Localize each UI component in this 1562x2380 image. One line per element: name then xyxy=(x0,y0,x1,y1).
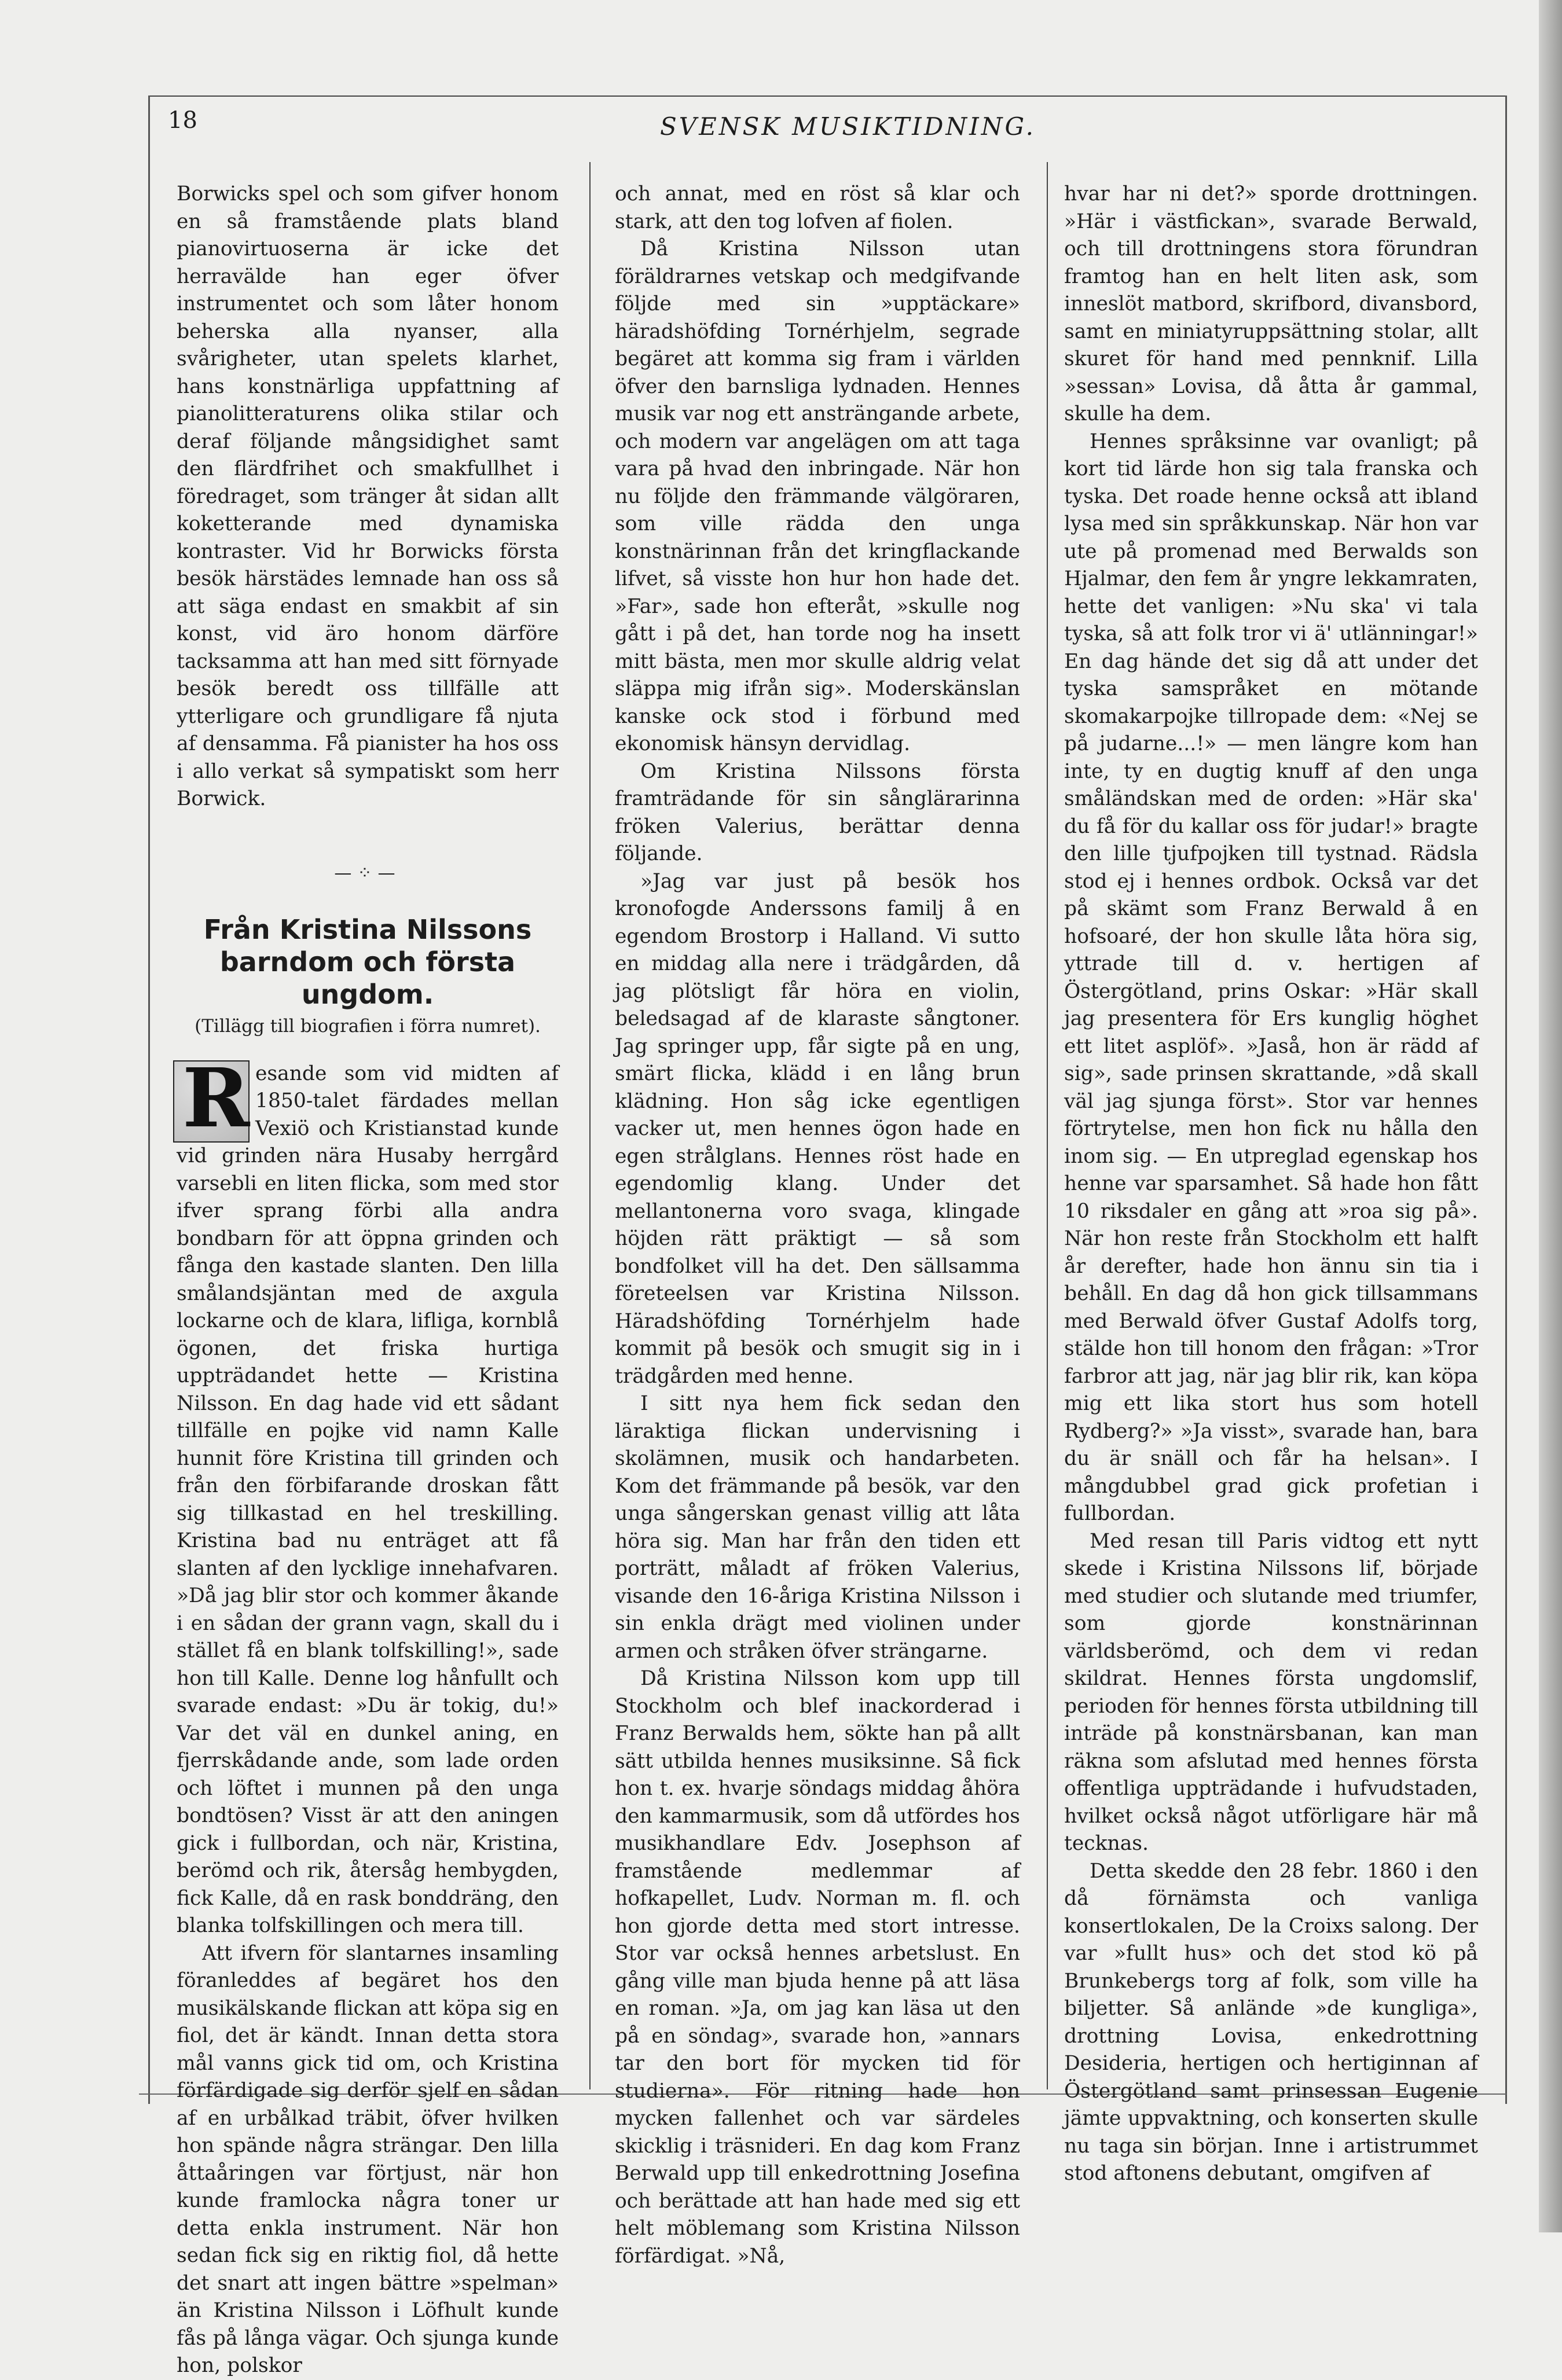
paragraph: Detta skedde den 28 febr. 1860 i den då förnämsta och vanliga konsertlokalen, De la Croixs salong. Der var »fullt hus» och det stod kö på Brunkebergs torg af folk, som ville ha biljetter. Så anlände »de kungliga», drottning Lovisa, enkedrottning Desideria, hertigen och hertiginnan af Östergötland samt prinsessan Eugenie jämte uppvaktning, och konserten skulle nu taga sin början. Inne i artistrummet stod aftonens debutant, omgifven af xyxy=(1064,1859,1478,2185)
right-border xyxy=(1505,96,1507,2104)
left-border xyxy=(148,96,150,2104)
paragraph: och annat, med en röst så klar och stark, att den tog lofven af fiolen. xyxy=(615,182,1020,233)
column-1 xyxy=(177,181,559,2380)
column-2 xyxy=(615,181,1020,2270)
article-heading: Från Kristina Nilssons barndom och första ungdom. xyxy=(203,914,532,1010)
running-title: SVENSK MUSIKTIDNING. xyxy=(660,112,1036,141)
column-divider xyxy=(1047,162,1048,2089)
paragraph: »Jag var just på besök hos kronofogde Anderssons familj å en egendom Brostorp i Halland. Vi sutto en middag alla nere i trädgården, då jag plötsligt får höra en violin, beledsagad af de klaraste sångtoner. Jag springer upp, får sigte på en ung, smärt flicka, klädd i en lång brun klädning. Hon såg icke egentligen vacker ut, men hennes ögon hade en egen strålglans. Hennes röst hade en egendomlig klang. Under det mellantonerna voro svaga, klingade höjden rätt präktigt — så som bondfolket vill ha det. Den sällsamma företeelsen var Kristina Nilsson. Häradshöfding Tornérhjelm hade kommit på besök och smugit sig in i trädgården med henne. xyxy=(615,869,1020,1388)
page-number: 18 xyxy=(168,107,197,134)
paragraph: Att ifvern för slantarnes insamling föranleddes af begäret hos den musikälskande flickan att köpa sig en fiol, det är kändt. Innan detta stora mål vanns gick tid om, och Kristina förfärdigade sig derför sjelf en sådan af en urbålkad träbit, öfver hvilken hon spände några strängar. Den lilla åttaåringen var förtjust, när hon kunde framlocka några toner ur detta enkla instrument. När hon sedan fick sig en riktig fiol, då hette det snart att ingen bättre »spelman» än Kristina Nilsson i Löfhult kunde fås på långa vägar. Och sjunga kunde hon, polskor xyxy=(177,1941,559,2377)
paragraph-text: esande som vid midten af 1850-talet färdades mellan Vexiö och Kristianstad kunde vid grinden nära Husaby herrgård varsebli en liten flicka, som med stor ifver sprang förbi alla andra bondbarn för att öppna grinden och fånga den kastade slanten. Den lilla smålandsjäntan med de axgula lockarne och de klara, lifliga, kornblå ögonen, det friska hurtiga uppträdandet hette — Kristina Nilsson. En dag hade vid ett sådant tillfälle en pojke vid namn Kalle hunnit före Kristina till grinden och från den förbifarande droskan fått sig tillkastad en hel treskilling. Kristina bad nu enträget att få slanten af den lycklige innehafvaren. »Då jag blir stor och kommer åkande i en sådan der grann vagn, skall du i stället få en blank tolfskilling!», sade hon till Kalle. Denne log hånfullt och svarade endast: »Du är tokig, du!» Var det väl en dunkel aning, en fjerrskådande ande, som lade orden och löftet i munnen på den unga bondtösen? Visst är att den aningen gick i fullbordan, och när, Kristina, berömd och rik, återsåg hembygden, fick Kalle, då en rask bonddräng, den blanka tolfskillingen och mera till. xyxy=(177,1062,559,1937)
top-rule xyxy=(148,96,1506,97)
article-subheading: (Tillägg till biografien i förra numret). xyxy=(195,1016,541,1037)
drop-cap-letter: R xyxy=(182,1051,250,1146)
paragraph: I sitt nya hem fick sedan den läraktiga flickan undervisning i skolämnen, musik och handarbeten. Kom det främmande på besök, var den unga sångerskan genast villig att låta höra sig. Man har från den tiden ett porträtt, måladt af fröken Valerius, visande den 16-åriga Kristina Nilsson i sin enkla drägt med violinen under armen och stråken öfver strängarne. xyxy=(615,1392,1020,1663)
scan-edge xyxy=(1539,0,1562,2232)
paragraph: Om Kristina Nilssons första framträdande för sin sånglärarinna fröken Valerius, berättar denna följande. xyxy=(615,759,1020,865)
column-3 xyxy=(1064,181,1478,2188)
paragraph: Borwicks spel och som gifver honom en så framstående plats bland pianovirtuoserna är icke det herravälde han eger öfver instrumentet och som låter honom beherska alla nyanser, alla svårigheter, utan spelets klarhet, hans konstnärliga uppfattning af pianolitteraturens olika stilar och deraf följande mångsidighet samt den flärdfrihet och smakfullhet i föredraget, som tränger åt sidan allt koketterande med dynamiska kontraster. Vid hr Borwicks första besök härstädes lemnade han oss så att säga endast en smakbit af sin konst, vid äro honom därföre tacksamma att han med sitt förnyade besök beredt oss tillfälle att ytterligare och grundligare få njuta af densamma. Få pianister ha hos oss i allo verkat så sympatiskt som herr Borwick. xyxy=(177,182,559,810)
paragraph: hvar har ni det?» sporde drottningen. »Här i västfickan», svarade Berwald, och till drottningens stora förundran framtog han en helt liten ask, som inneslöt matbord, skrifbord, divansbord, samt en miniatyruppsättning stolar, allt skuret för hand med pennknif. Lilla »sessan» Lovisa, då åtta år gammal, skulle ha dem. xyxy=(1064,182,1478,425)
paragraph: Med resan till Paris vidtog ett nytt skede i Kristina Nilssons lif, började med studier och slutande med triumfer, som gjorde konstnärinnan världsberömd, och dem vi redan skildrat. Hennes första ungdomslif, perioden för hennes första utbildning till inträde på konstnärsbanan, kan man räkna som afslutad med hennes första offentliga uppträdande i hufvudstaden, hvilket också något utförligare här må tecknas. xyxy=(1064,1529,1478,1855)
drop-cap xyxy=(173,1051,250,1146)
paragraph: Hennes språksinne var ovanligt; på kort tid lärde hon sig tala franska och tyska. Det roade henne också att ibland lysa med sin språkkunskap. När hon var ute på promenad med Berwalds son Hjalmar, den fem år yngre lekkamraten, hette det vanligen: »Nu ska' vi tala tyska, så att folk tror vi ä' utlänningar!» En dag hände det sig då att under det tyska samspråket en mötande skomakarpojke tillropade dem: «Nej se på judarne...!» — men längre kom han inte, ty en dugtig knuff af den unga småländskan med de orden: »Här ska' du få för du kallar oss för judar!» bragte den lille tjufpojken till tystnad. Rädsla stod ej i hennes ordbok. Också var det på skämt som Franz Berwald å en hofsoaré, der hon skulle låta höra sig, yttrade till d. v. hertigen af Östergötland, prins Oskar: »Här skall jag presentera för Ers kunglig höghet ett litet asplöf». »Jaså, hon är rädd af sig», sade prinsen skrattande, »då skall väl jag sjunga först». Stor var hennes förtrytelse, men hon fick nu hålla den inom sig. — En utpreglad egenskap hos henne var sparsamhet. Så hade hon fått 10 riksdaler en gång att »roa sig på». När hon reste från Stockholm ett halft år derefter, hade hon ännu sin tia i behåll. En dag då hon gick tillsammans med Berwald öfver Gustaf Adolfs torg, stälde hon till honom den frågan: »Tror farbror att jag, när jag blir rik, kan köpa mig ett lika stort hus som hotell Rydberg?» »Ja visst», svarade han, bara du är snäll och får ha helsan». I mångdubbel grad gick profetian i fullbordan. xyxy=(1064,429,1478,1525)
paragraph: Då Kristina Nilsson kom upp till Stockholm och blef inackorderad i Franz Berwalds hem, sökte han på allt sätt utbilda hennes musiksinne. Så fick hon t. ex. hvarje söndags middag åhöra den kammarmusik, som då utfördes hos musikhandlare Edv. Josephson af framstående medlemmar af hofkapellet, Ludv. Norman m. fl. och hon gjorde detta med stort intresse. Stor var också hennes arbetslust. En gång ville man bjuda henne på att läsa en roman. »Ja, om jag kan läsa ut den på en söndag», svarade hon, »annars tar den bort för mycken tid för studierna». För ritning hade hon mycken fallenhet och var särdeles skicklig i träsnideri. En dag kom Franz Berwald upp till enkedrottning Josefina och berättade att han hade med sig ett helt möblemang som Kristina Nilsson förfärdigat. »Nå, xyxy=(615,1667,1020,2268)
section-ornament: —⁘— xyxy=(334,862,401,883)
paragraph xyxy=(177,1051,559,1940)
paragraph: Då Kristina Nilsson utan föräldrarnes vetskap och medgifvande följde med sin »upptäckare» häradshöfding Tornérhjelm, segrade begäret att komma sig fram i världen öfver den barnsliga lydnaden. Hennes musik var nog ett ansträngande arbete, och modern var angelägen om att taga vara på hvad den inbringade. När hon nu följde den främmande välgöraren, som ville rädda den unga konstnärinnan från det kringflackande lifvet, så visste hon hur hon hade det. »Far», sade hon efteråt, »skulle nog gått i på det, han torde nog ha insett mitt bästa, men mor skulle aldrig velat släppa mig ifrån sig». Moderskänslan kanske ock stod i förbund med ekonomisk hänsyn dervidlag. xyxy=(615,237,1020,755)
column-divider xyxy=(589,162,591,2089)
